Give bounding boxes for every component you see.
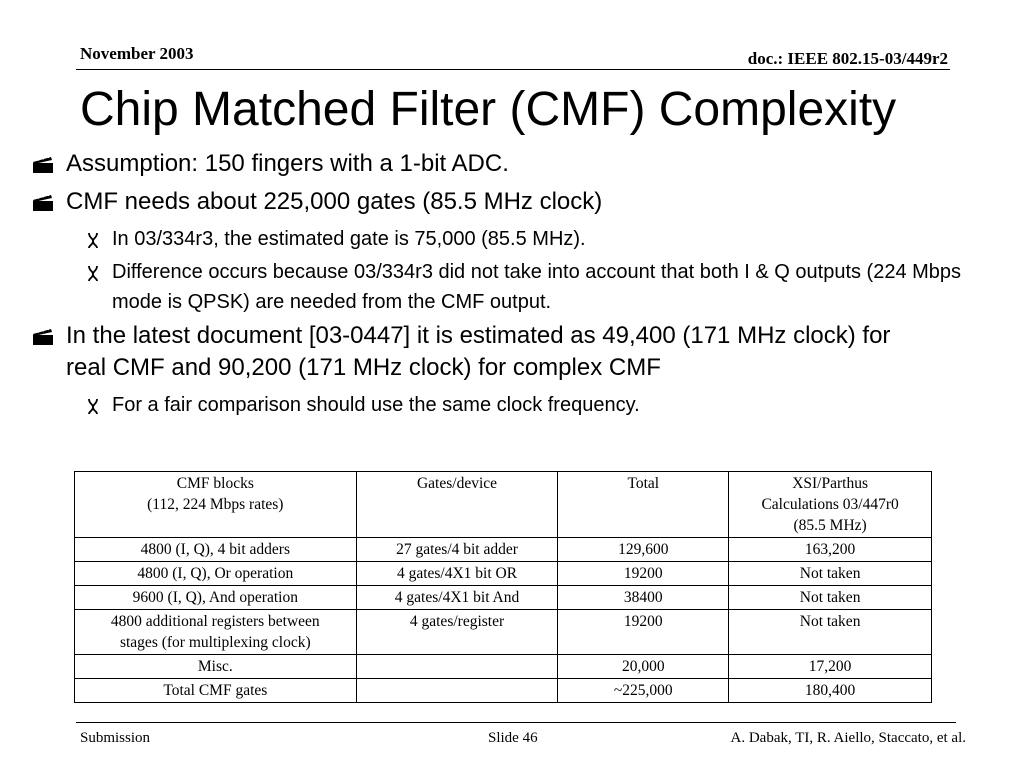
- table-cell: [729, 586, 932, 610]
- table-cell: [356, 586, 558, 610]
- table-header-row: [75, 472, 932, 538]
- table-row: [75, 538, 932, 562]
- clapperboard-icon: [32, 328, 54, 346]
- cell-text: XSI/Parthus: [792, 475, 868, 492]
- cell-text: 9600 (I, Q), And operation: [132, 589, 298, 606]
- table-cell: [75, 655, 357, 679]
- cell-text: 19200: [623, 565, 663, 582]
- cell-text: 20,000: [621, 658, 665, 675]
- cell-text: 38400: [623, 589, 663, 606]
- table-header-cell: [729, 472, 932, 538]
- table-cell: [75, 538, 357, 562]
- cell-text: Misc.: [197, 658, 233, 675]
- clapperboard-icon: [32, 194, 54, 212]
- table-cell: [75, 586, 357, 610]
- cell-text: Not taken: [799, 565, 861, 582]
- header-divider: [76, 69, 950, 70]
- cell-text: 27 gates/4 bit adder: [396, 541, 518, 558]
- table-row: [75, 679, 932, 703]
- cell-text: Total: [627, 475, 660, 492]
- cell-text: 19200: [623, 613, 663, 630]
- bullet-list: [0, 148, 1024, 423]
- cell-text: Gates/device: [416, 475, 498, 492]
- table-cell: [558, 586, 729, 610]
- cell-text: Not taken: [799, 589, 861, 606]
- cell-text: (85.5 MHz): [793, 517, 867, 534]
- bullet-text: In 03/334r3, the estimated gate is 75,000 (85.5 MHz).: [112, 228, 586, 250]
- cell-text: 129,600: [618, 541, 669, 558]
- table-cell: [729, 610, 932, 655]
- slide-title: Chip Matched Filter (CMF) Complexity: [80, 83, 897, 136]
- cell-text: 4800 additional registers between: [110, 613, 320, 630]
- table-cell: [356, 562, 558, 586]
- bullet-text: In the latest document [03-0447] it is estimated as 49,400 (171 MHz clock) for real CMF and 90,200 (171 MHz clock) for complex CMF: [66, 322, 891, 381]
- bullet-text: Assumption: 150 fingers with a 1-bit ADC.: [66, 150, 509, 177]
- sub-bullet-estimate: [0, 224, 992, 254]
- table-cell: [558, 538, 729, 562]
- table-header-cell: [558, 472, 729, 538]
- footer-slide-number: Slide 46: [488, 730, 538, 746]
- table-cell: [356, 679, 558, 703]
- table-header-cell: [356, 472, 558, 538]
- table-cell: [75, 562, 357, 586]
- table-row: [75, 586, 932, 610]
- cell-text: stages (for multiplexing clock): [119, 634, 311, 651]
- bullet-assumption: [0, 148, 926, 180]
- table-row: [75, 610, 932, 655]
- cell-text: 163,200: [804, 541, 856, 558]
- bullet-text: CMF needs about 225,000 gates (85.5 MHz clock): [66, 188, 603, 215]
- table-cell: [558, 562, 729, 586]
- cell-text: Total CMF gates: [163, 682, 268, 699]
- table-cell: [356, 655, 558, 679]
- table-cell: [75, 610, 357, 655]
- bullet-cmf-gates: [0, 186, 926, 218]
- footer-authors: A. Dabak, TI, R. Aiello, Staccato, et al.: [730, 730, 966, 746]
- cell-text: 4800 (I, Q), 4 bit adders: [140, 541, 290, 558]
- table-cell: [729, 679, 932, 703]
- tailed-glyph-icon: [86, 231, 100, 249]
- table-cell: [729, 562, 932, 586]
- table-cell: [75, 679, 357, 703]
- table-header-cell: [75, 472, 357, 538]
- footer-divider: [76, 722, 956, 723]
- cell-text: ~225,000: [613, 682, 673, 699]
- cell-text: 4 gates/register: [409, 613, 505, 630]
- table-cell: [558, 679, 729, 703]
- cell-text: 4800 (I, Q), Or operation: [137, 565, 294, 582]
- cell-text: CMF blocks: [176, 475, 254, 492]
- cell-text: 17,200: [808, 658, 852, 675]
- clapperboard-icon: [32, 156, 54, 174]
- table-cell: [729, 655, 932, 679]
- cell-text: (112, 224 Mbps rates): [147, 496, 284, 513]
- bullet-latest-document: [0, 320, 926, 384]
- table-cell: [729, 538, 932, 562]
- cell-text: 4 gates/4X1 bit And: [394, 589, 520, 606]
- footer-submission: Submission: [80, 730, 151, 746]
- table-cell: [356, 538, 558, 562]
- cell-text: Not taken: [799, 613, 861, 630]
- gate-count-table: [74, 471, 932, 703]
- sub-bullet-fair-comparison: [0, 390, 992, 420]
- table-cell: [558, 610, 729, 655]
- cell-text: 180,400: [804, 682, 856, 699]
- table-cell: [356, 610, 558, 655]
- table-cell: [558, 655, 729, 679]
- table-row: [75, 655, 932, 679]
- tailed-glyph-icon: [86, 397, 100, 415]
- table-row: [75, 562, 932, 586]
- tailed-glyph-icon: [86, 264, 100, 282]
- header-doc-id: doc.: IEEE 802.15-03/449r2: [747, 49, 948, 68]
- bullet-text: For a fair comparison should use the same clock frequency.: [112, 394, 640, 416]
- header-date: November 2003: [80, 44, 194, 63]
- cell-text: Calculations 03/447r0: [761, 496, 899, 513]
- cell-text: 4 gates/4X1 bit OR: [396, 565, 518, 582]
- bullet-text: Difference occurs because 03/334r3 did not take into account that both I & Q outputs (224 Mbps mode is QPSK) are needed from the CMF output.: [112, 261, 962, 313]
- sub-bullet-difference: [0, 257, 992, 317]
